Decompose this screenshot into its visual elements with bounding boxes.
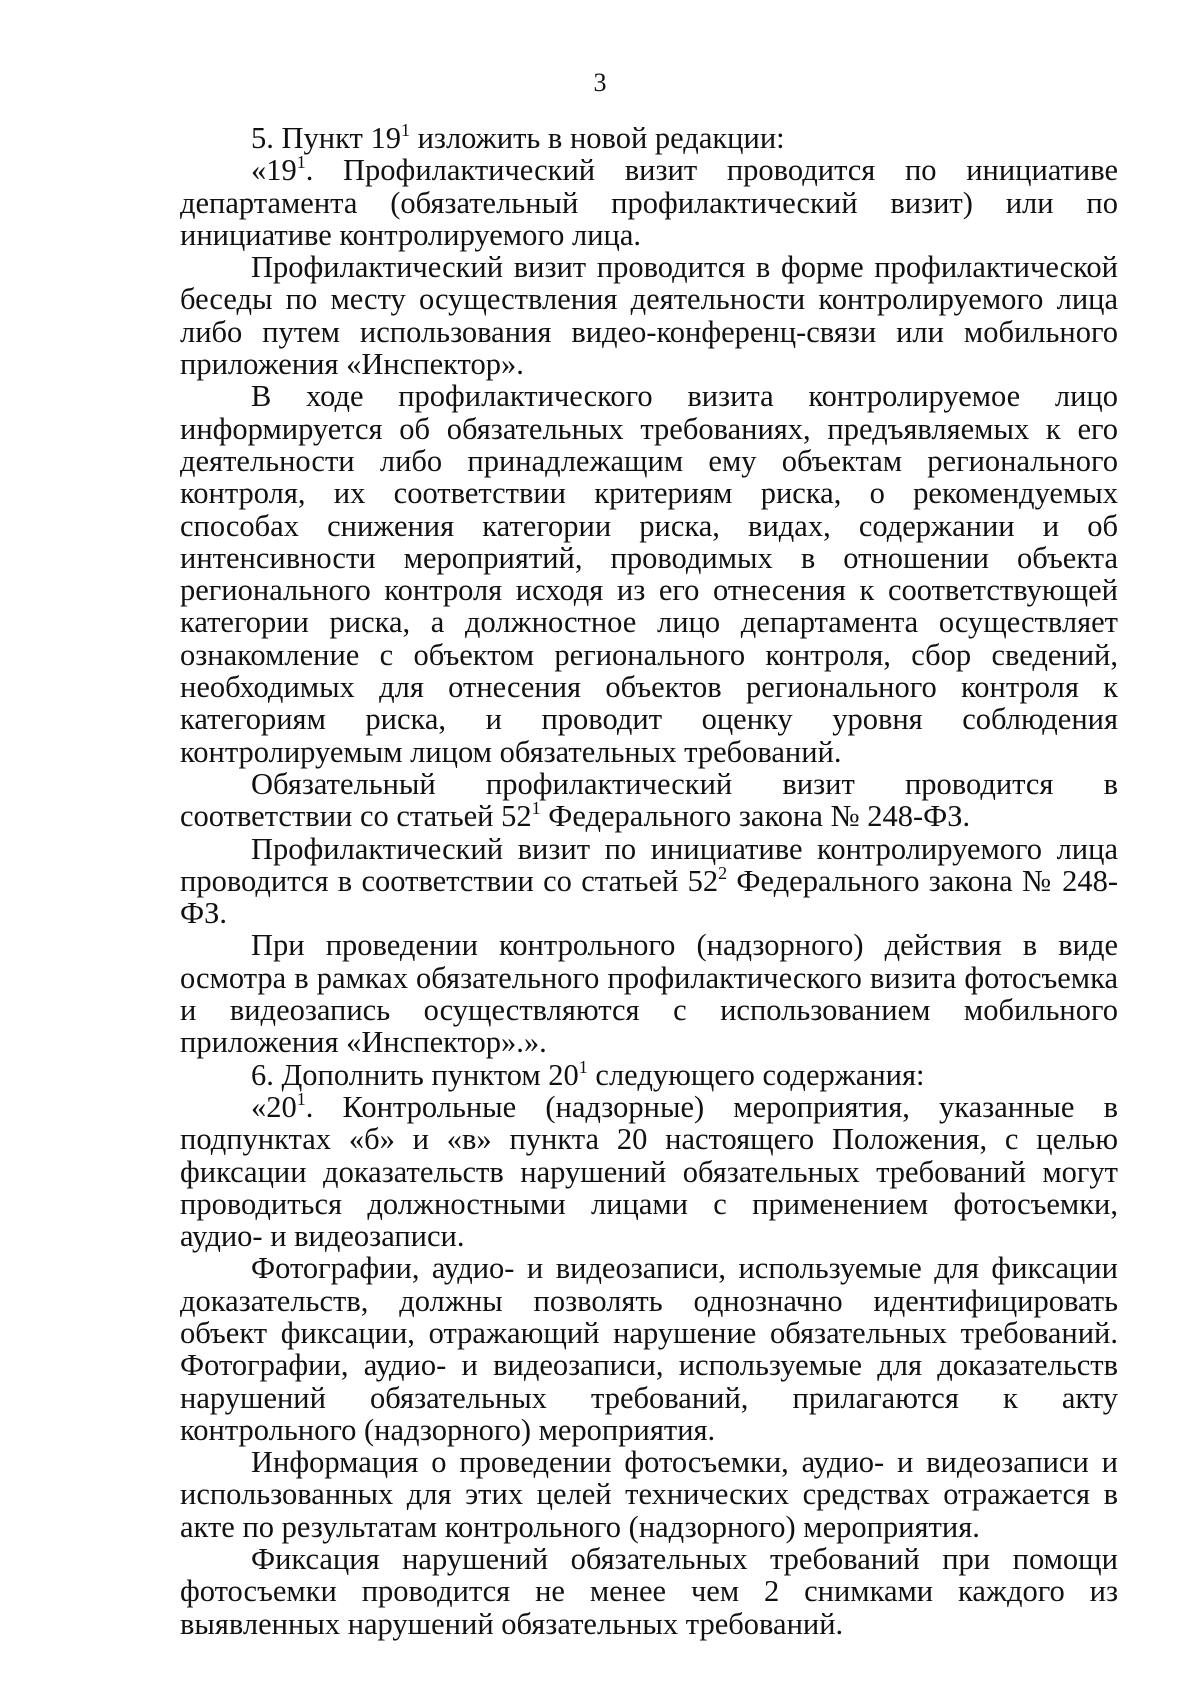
paragraph bbox=[180, 251, 1118, 380]
text-run: 5. Пункт 19 bbox=[251, 121, 401, 155]
text-run: следующего содержания: bbox=[587, 1057, 925, 1092]
text-run: . Профилактический визит проводится по инициативе департамента (обязательный профилактический визит) или по инициативе контролируемого лица. bbox=[180, 153, 1118, 252]
document-body bbox=[180, 122, 1118, 1640]
superscript: 1 bbox=[296, 1088, 306, 1109]
paragraph bbox=[180, 1543, 1118, 1640]
text-run: Обязательный профилактический визит проводится в соответствии со статьей 52 bbox=[180, 766, 1118, 834]
paragraph bbox=[180, 1252, 1118, 1446]
paragraph bbox=[180, 768, 1118, 833]
text-run: . Контрольные (надзорные) мероприятия, указанные в подпунктах «б» и «в» пункта 20 настоящего Положения, с целью фиксации доказательств нарушений обязательных требований могут проводиться должностными лицами с применением фотосъемки, аудио- и видеозаписи. bbox=[180, 1089, 1118, 1254]
text-run: Профилактический визит проводится в форме профилактической беседы по месту осуществления деятельности контролируемого лица либо путем использования видео-конференц-связи или мобильного приложения «Инспектор». bbox=[180, 250, 1118, 382]
superscript: 1 bbox=[400, 120, 410, 140]
paragraph bbox=[180, 122, 1118, 154]
text-run: Фиксация нарушений обязательных требований при помощи фотосъемки проводится не менее чем 2 снимками каждого из выявленных нарушений обязательных требований. bbox=[180, 1542, 1118, 1641]
text-run: «19 bbox=[251, 153, 297, 188]
text-run: При проведении контрольного (надзорного) действия в виде осмотра в рамках обязательного профилактического визита фотосъемка и видеозапись осуществляются с использованием мобильного приложения «Инспектор».». bbox=[180, 928, 1118, 1060]
paragraph bbox=[180, 1056, 1118, 1092]
text-run: изложить в новой редакции: bbox=[409, 121, 785, 155]
text-run: Фотографии, аудио- и видеозаписи, используемые для фиксации доказательств, должны позволять однозначно идентифицировать объект фиксации, отражающий нарушение обязательных требований. Фотографии, аудио- и видеозаписи, используемые для доказательств нарушений обязательных требований, прилагаются к акту контрольного (надзорного) мероприятия. bbox=[180, 1251, 1118, 1447]
paragraph bbox=[180, 929, 1118, 1058]
text-run: В ходе профилактического визита контролируемое лицо информируется об обязательных требованиях, предъявляемых к его деятельности либо принадлежащим ему объектам регионального контроля, их соответствии критериям риска, о рекомендуемых способах снижения категории риска, видах, содержании и об интенсивности мероприятий, проводимых в отношении объекта регионального контроля исходя из его отнесения к соответствующей категории риска, а должностное лицо департамента осуществляет ознакомление с объектом регионального контроля, сбор сведений, необходимых для отнесения объектов регионального контроля к категориям риска, и проводит оценку уровня соблюдения контролируемым лицом обязательных требований. bbox=[180, 379, 1118, 769]
text-run: Федерального закона № 248-ФЗ. bbox=[180, 863, 1118, 931]
superscript: 1 bbox=[531, 798, 541, 819]
text-run: 6. Дополнить пунктом 20 bbox=[251, 1057, 579, 1092]
superscript: 2 bbox=[718, 862, 728, 883]
paragraph bbox=[180, 1088, 1118, 1254]
page-number: 3 bbox=[593, 68, 607, 97]
paragraph bbox=[180, 154, 1118, 251]
paragraph bbox=[180, 833, 1118, 930]
text-run: Информация о проведении фотосъемки, аудио- и видеозаписи и использованных для этих целей технических средствах отражается в акте по результатам контрольного (надзорного) мероприятия. bbox=[180, 1445, 1118, 1544]
text-run: Профилактический визит по инициативе контролируемого лица проводится в соответствии со статьей 52 bbox=[180, 831, 1118, 898]
text-run: Федерального закона № 248-ФЗ. bbox=[540, 799, 971, 834]
superscript: 1 bbox=[296, 152, 306, 173]
text-run: «20 bbox=[251, 1089, 297, 1124]
superscript: 1 bbox=[578, 1056, 588, 1077]
paragraph bbox=[180, 380, 1118, 768]
paragraph bbox=[180, 1446, 1118, 1543]
